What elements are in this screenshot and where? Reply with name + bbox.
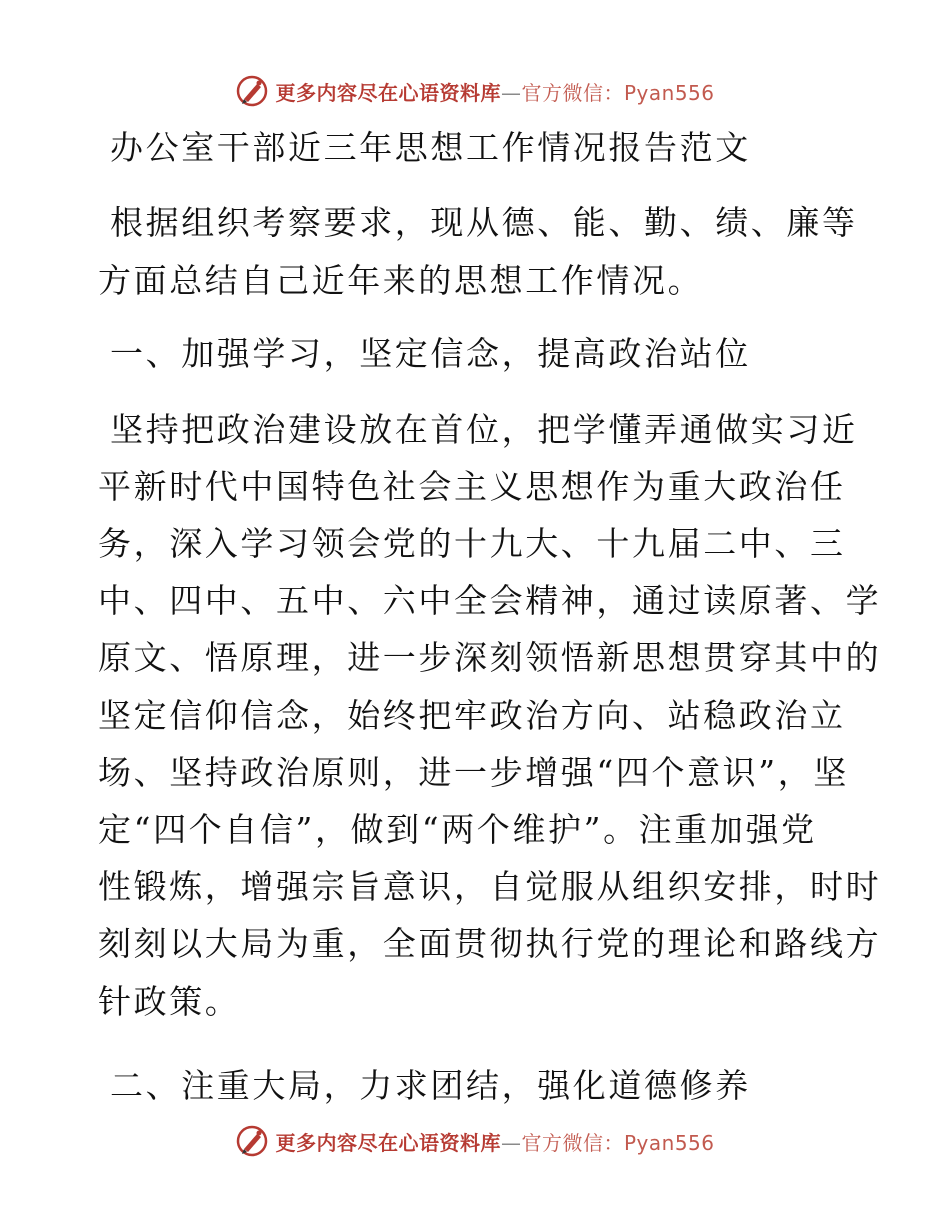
section-heading: 一、加强学习，坚定信念，提高政治站位 [110,334,751,373]
intro-line: 方面总结自己近年来的思想工作情况。 [98,261,704,300]
watermark-separator: — [500,80,522,105]
paragraph-line: 定“四个自信”，做到“两个维护”。注重加强党 [98,810,817,849]
watermark-text [275,77,714,106]
watermark-brand: 更多内容尽在心语资料库 [275,1130,501,1155]
paragraph-line: 刻刻以大局为重，全面贯彻执行党的理论和路线方 [98,924,882,963]
paragraph-line: 针政策。 [98,982,241,1021]
pen-logo-icon [235,74,269,108]
watermark-text [275,1127,714,1156]
paragraph-line: 中、四中、五中、六中全会精神，通过读原著、学 [98,581,882,620]
watermark-wechat-label: 官方微信： [521,80,624,105]
document-title: 办公室干部近三年思想工作情况报告范文 [110,128,751,167]
watermark-brand: 更多内容尽在心语资料库 [275,80,501,105]
header-watermark [0,74,950,108]
watermark-wechat-id: Pyan556 [623,80,715,105]
intro-line: 根据组织考察要求，现从德、能、勤、绩、廉等 [110,203,858,242]
paragraph-line: 平新时代中国特色社会主义思想作为重大政治任 [98,467,846,506]
footer-watermark [0,1124,950,1158]
watermark-wechat-id: Pyan556 [623,1130,715,1155]
paragraph-line: 坚定信仰信念，始终把牢政治方向、站稳政治立 [98,696,846,735]
paragraph-line: 性锻炼，增强宗旨意识，自觉服从组织安排，时时 [98,867,882,906]
paragraph-line: 原文、悟原理，进一步深刻领悟新思想贯穿其中的 [98,638,882,677]
section-heading: 二、注重大局，力求团结，强化道德修养 [110,1066,751,1105]
paragraph-line: 坚持把政治建设放在首位，把学懂弄通做实习近 [110,410,858,449]
watermark-wechat-label: 官方微信： [521,1130,624,1155]
pen-logo-icon [235,1124,269,1158]
paragraph-line: 务，深入学习领会党的十九大、十九届二中、三 [98,524,846,563]
watermark-separator: — [500,1130,522,1155]
paragraph-line: 场、坚持政治原则，进一步增强“四个意识”，坚 [98,753,849,792]
